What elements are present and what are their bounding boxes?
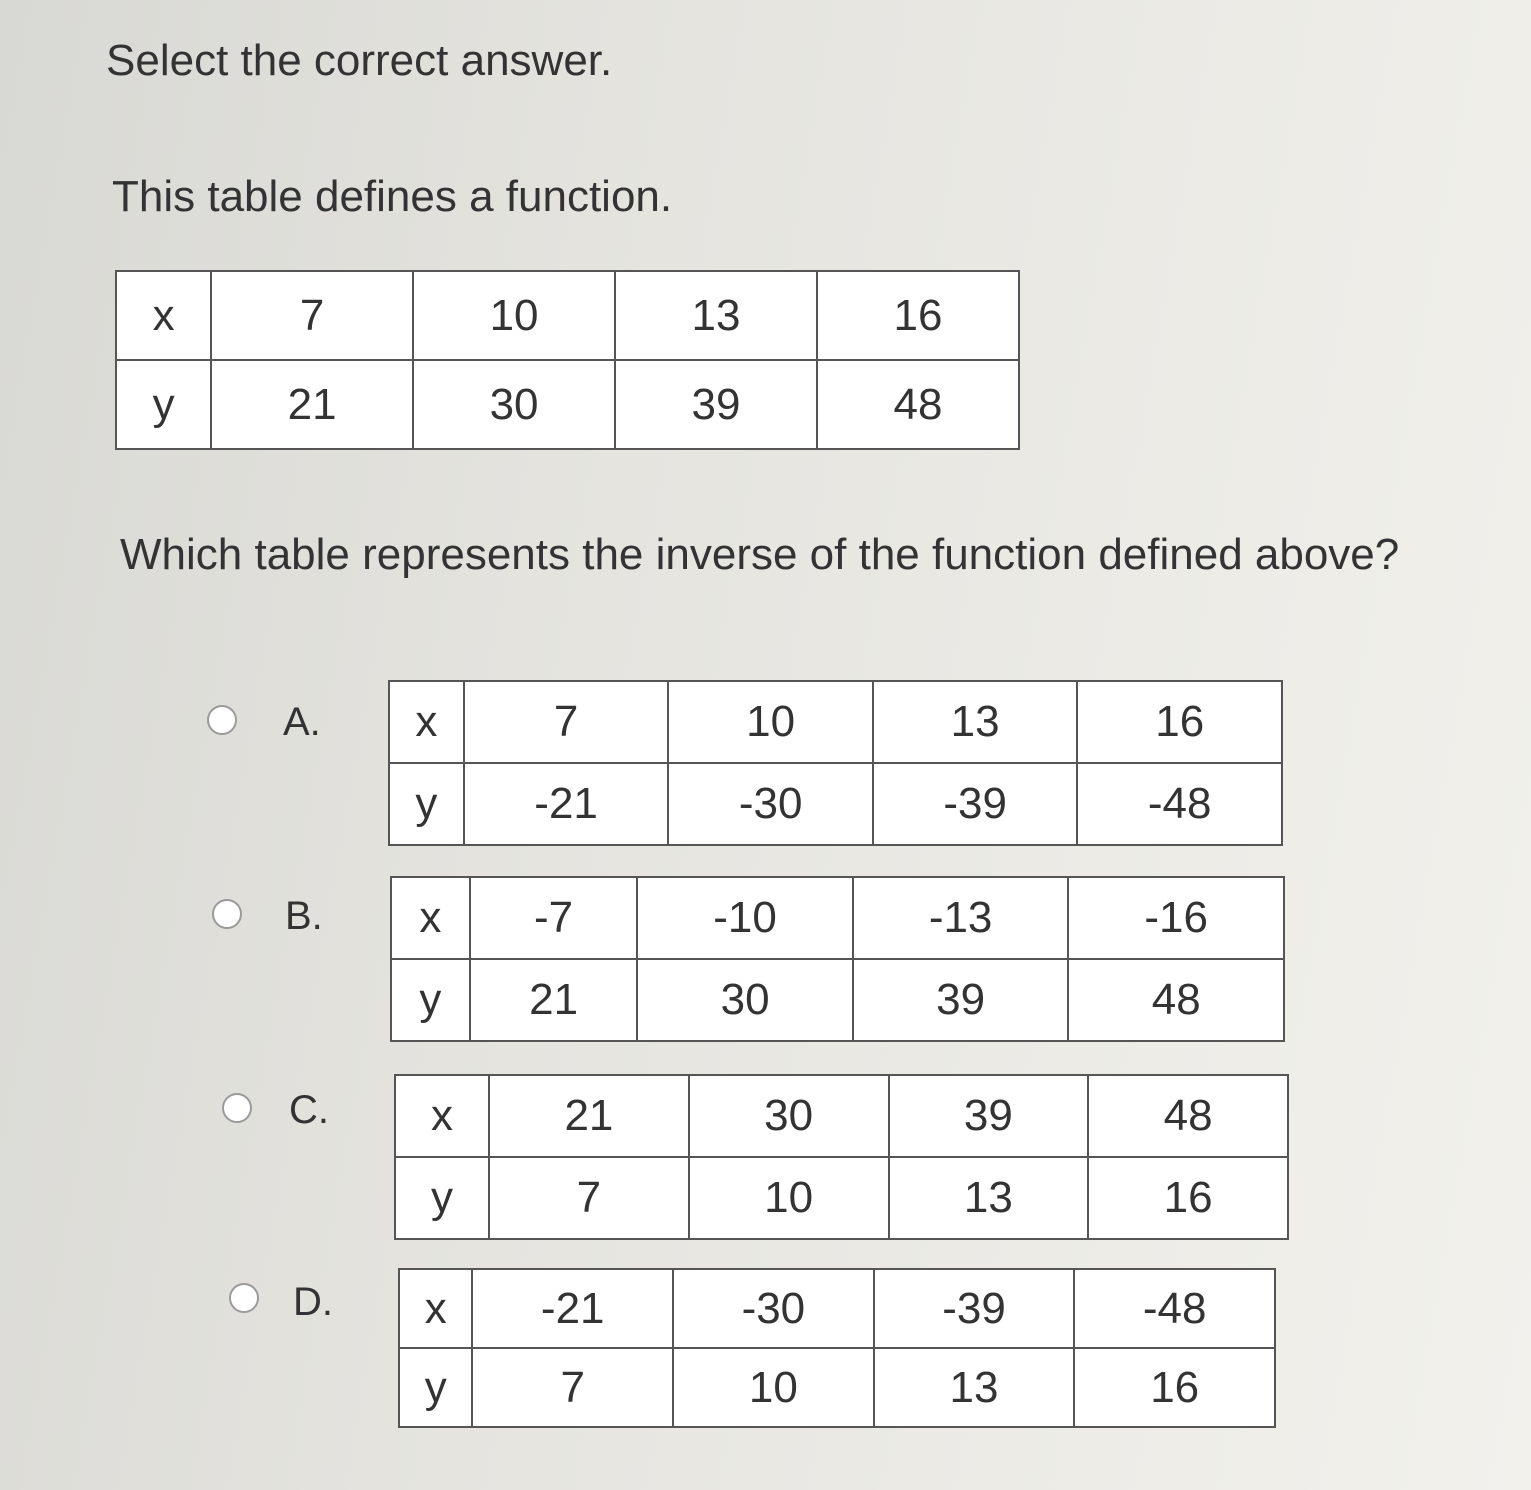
table-cell: 10 — [413, 271, 615, 360]
table-cell: 16 — [1074, 1348, 1275, 1427]
option-b-letter: B. — [285, 894, 323, 938]
table-cell: -48 — [1077, 763, 1282, 845]
x-header-cell: x — [116, 271, 211, 360]
table-cell: -21 — [464, 763, 669, 845]
y-header-cell: y — [389, 763, 464, 845]
option-d-table — [398, 1268, 1276, 1428]
table-cell: 10 — [689, 1157, 889, 1239]
y-header-cell: y — [116, 360, 211, 449]
option-a-radio[interactable] — [207, 705, 237, 735]
table-row-x — [395, 1075, 1288, 1157]
problem-statement: This table defines a function. — [112, 172, 673, 221]
table-cell: 30 — [637, 959, 853, 1041]
table-row-y — [395, 1157, 1288, 1239]
y-header-cell: y — [395, 1157, 489, 1239]
table-cell: -13 — [853, 877, 1069, 959]
table-cell: 10 — [668, 681, 873, 763]
option-c-table — [394, 1074, 1289, 1240]
option-d-radio[interactable] — [229, 1283, 259, 1313]
table-cell: 48 — [1068, 959, 1284, 1041]
table-cell: 16 — [1088, 1157, 1288, 1239]
table-row-y — [389, 763, 1282, 845]
table-cell: 30 — [413, 360, 615, 449]
table-cell: 21 — [489, 1075, 689, 1157]
y-header-cell: y — [391, 959, 470, 1041]
table-row-y — [116, 360, 1019, 449]
table-cell: 13 — [615, 271, 817, 360]
table-row-y — [399, 1348, 1275, 1427]
table-cell: 39 — [889, 1075, 1089, 1157]
table-cell: 21 — [211, 360, 413, 449]
table-cell: 7 — [472, 1348, 673, 1427]
table-cell: -39 — [873, 763, 1078, 845]
table-row-x — [389, 681, 1282, 763]
table-row-x — [391, 877, 1284, 959]
option-c-letter: C. — [289, 1088, 329, 1132]
table-cell: 7 — [464, 681, 669, 763]
x-header-cell: x — [389, 681, 464, 763]
table-cell: -30 — [668, 763, 873, 845]
option-a-letter: A. — [283, 700, 321, 744]
table-row-y — [391, 959, 1284, 1041]
table-cell: -10 — [637, 877, 853, 959]
option-a-table — [388, 680, 1283, 846]
table-cell: -30 — [673, 1269, 874, 1348]
table-cell: -7 — [470, 877, 637, 959]
table-cell: 16 — [1077, 681, 1282, 763]
instruction-text: Select the correct answer. — [106, 36, 613, 85]
y-header-cell: y — [399, 1348, 472, 1427]
x-header-cell: x — [391, 877, 470, 959]
given-function-table — [115, 270, 1020, 450]
option-b-table — [390, 876, 1285, 1042]
table-cell: -39 — [874, 1269, 1075, 1348]
table-cell: -48 — [1074, 1269, 1275, 1348]
table-cell: 30 — [689, 1075, 889, 1157]
table-row-x — [399, 1269, 1275, 1348]
table-cell: 10 — [673, 1348, 874, 1427]
x-header-cell: x — [395, 1075, 489, 1157]
table-cell: 48 — [817, 360, 1019, 449]
table-cell: 39 — [615, 360, 817, 449]
table-cell: 13 — [874, 1348, 1075, 1427]
table-cell: -16 — [1068, 877, 1284, 959]
option-d-letter: D. — [293, 1280, 333, 1324]
table-cell: -21 — [472, 1269, 673, 1348]
option-b-radio[interactable] — [212, 899, 242, 929]
option-c-radio[interactable] — [222, 1093, 252, 1123]
question-text: Which table represents the inverse of the function defined above? — [120, 530, 1400, 579]
table-cell: 13 — [889, 1157, 1089, 1239]
table-cell: 7 — [489, 1157, 689, 1239]
table-row-x — [116, 271, 1019, 360]
table-cell: 21 — [470, 959, 637, 1041]
x-header-cell: x — [399, 1269, 472, 1348]
table-cell: 7 — [211, 271, 413, 360]
table-cell: 48 — [1088, 1075, 1288, 1157]
table-cell: 39 — [853, 959, 1069, 1041]
table-cell: 13 — [873, 681, 1078, 763]
table-cell: 16 — [817, 271, 1019, 360]
